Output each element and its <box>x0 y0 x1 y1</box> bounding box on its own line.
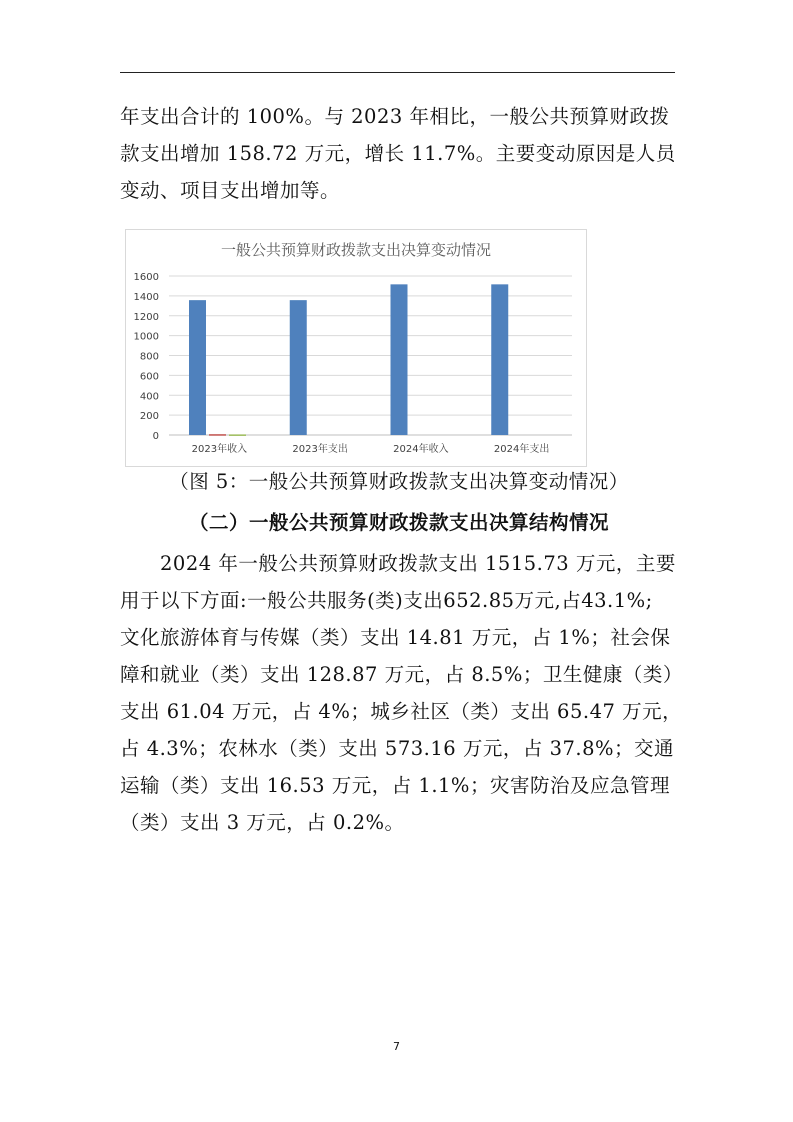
bar <box>391 284 408 435</box>
y-tick-label: 200 <box>139 411 159 423</box>
bar <box>491 284 508 435</box>
bar <box>209 434 226 436</box>
x-tick-label: 2023年支出 <box>292 444 348 455</box>
y-tick-label: 600 <box>139 371 159 383</box>
text-line: 运输（类）支出 16.53 万元，占 1.1%；灾害防治及应急管理 <box>120 774 670 797</box>
y-tick-label: 1000 <box>133 331 159 343</box>
y-tick-label: 0 <box>152 431 159 442</box>
bar <box>189 300 206 435</box>
section-heading: （二）一般公共预算财政拨款支出决算结构情况 <box>188 511 609 534</box>
header-rule <box>120 72 675 73</box>
text-line: 文化旅游体育与传媒（类）支出 14.81 万元，占 1%；社会保 <box>120 626 671 649</box>
x-tick-label: 2023年收入 <box>191 444 248 455</box>
text-line: （类）支出 3 万元，占 0.2%。 <box>120 811 405 834</box>
text-line: 用于以下方面:一般公共服务(类)支出652.85万元,占43.1%; <box>120 589 653 612</box>
bar <box>229 434 246 436</box>
y-tick-label: 1600 <box>133 272 159 283</box>
y-tick-label: 800 <box>139 351 159 363</box>
chart-title: 一般公共预算财政拨款支出决算变动情况 <box>220 241 492 259</box>
y-tick-label: 1400 <box>133 291 159 303</box>
text-line: 占 4.3%；农林水（类）支出 573.16 万元，占 37.8%；交通 <box>120 737 675 760</box>
intro-paragraph <box>120 98 678 209</box>
bar <box>290 300 307 435</box>
x-tick-label: 2024年支出 <box>493 444 550 455</box>
x-tick-label: 2024年收入 <box>393 444 449 455</box>
figure-caption: （图 5：一般公共预算财政拨款支出决算变动情况） <box>169 470 629 493</box>
text-line: 障和就业（类）支出 128.87 万元，占 8.5%；卫生健康（类） <box>120 663 683 686</box>
page-number: 7 <box>393 1040 400 1053</box>
y-tick-label: 400 <box>139 391 159 403</box>
text-line: 年支出合计的 100%。与 2023 年相比，一般公共预算财政拨 <box>120 105 670 128</box>
text-line: 变动、项目支出增加等。 <box>120 179 341 202</box>
bar-chart <box>125 229 587 467</box>
text-line: 支出 61.04 万元，占 4%；城乡社区（类）支出 65.47 万元， <box>120 700 683 723</box>
y-tick-label: 1200 <box>133 311 159 323</box>
body-paragraph <box>120 545 683 841</box>
text-line: 款支出增加 158.72 万元，增长 11.7%。主要变动原因是人员 <box>120 142 676 165</box>
text-line: 2024 年一般公共预算财政拨款支出 1515.73 万元，主要 <box>160 552 676 575</box>
chart-svg <box>126 230 586 466</box>
